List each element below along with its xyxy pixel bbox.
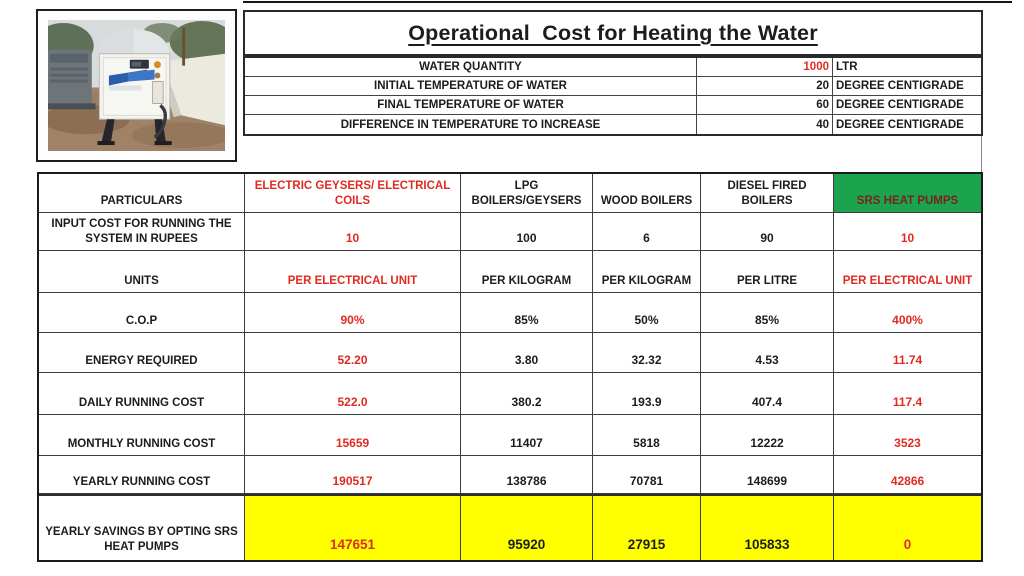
info-row-unit: DEGREE CENTIGRADE [836,118,964,131]
cell-input-cost-lpg: 100 [461,213,593,251]
row-label-cop: C.O.P [39,293,245,333]
cell-input-cost-srs: 10 [834,213,981,251]
grid-connector-line [981,136,982,172]
cell-cop-electric: 90% [245,293,461,333]
cell-monthly-electric: 15659 [245,415,461,456]
info-row-label: FINAL TEMPERATURE OF WATER [245,96,697,115]
row-label-yearly-savings: YEARLY SAVINGS BY OPTING SRS HEAT PUMPS [39,494,245,560]
info-row-unit: LTR [833,58,981,77]
cell-monthly-lpg: 11407 [461,415,593,456]
row-label-energy-required: ENERGY REQUIRED [39,333,245,373]
particulars-header: PARTICULARS [39,174,245,213]
cell-units-diesel: PER LITRE [701,251,834,293]
cell-units-lpg: PER KILOGRAM [461,251,593,293]
cell-input-cost-diesel: 90 [701,213,834,251]
page-title: Operational Cost for Heating the Water [408,20,818,45]
title-box [243,10,983,56]
cell-cop-lpg: 85% [461,293,593,333]
row-label-input-cost: INPUT COST FOR RUNNING THE SYSTEM IN RUPEES [39,213,245,251]
column-header-wood-boilers: WOOD BOILERS [593,174,701,213]
heat-pump-photo [36,9,237,162]
info-row-value: 40 [697,115,833,134]
cell-monthly-srs: 3523 [834,415,981,456]
info-row-value: 20 [697,77,833,96]
cell-monthly-wood: 5818 [593,415,701,456]
cell-cop-wood: 50% [593,293,701,333]
cell-yearly-electric: 190517 [245,456,461,494]
heat-pump-photo-image [48,20,225,151]
cell-yearly-diesel: 148699 [701,456,834,494]
info-row-value: 60 [697,96,833,115]
cell-energy-electric: 52.20 [245,333,461,373]
cell-units-srs: PER ELECTRICAL UNIT [834,251,981,293]
column-header-srs-heat-pumps: SRS HEAT PUMPS [834,174,981,213]
cell-input-cost-electric: 10 [245,213,461,251]
cell-savings-lpg: 95920 [461,494,593,560]
top-border-line [243,1,1012,3]
info-row-value: 1000 [697,58,833,77]
cost-comparison-table [37,172,983,562]
cell-yearly-srs: 42866 [834,456,981,494]
cell-energy-lpg: 3.80 [461,333,593,373]
row-label-daily-cost: DAILY RUNNING COST [39,373,245,415]
column-header-diesel-boilers: DIESEL FIRED BOILERS [701,174,834,213]
cell-yearly-lpg: 138786 [461,456,593,494]
column-header-electric-geysers: ELECTRIC GEYSERS/ ELECTRICAL COILS [245,174,461,213]
cell-units-electric: PER ELECTRICAL UNIT [245,251,461,293]
cell-savings-wood: 27915 [593,494,701,560]
water-info-table [243,56,983,136]
column-header-lpg-boilers: LPG BOILERS/GEYSERS [461,174,593,213]
row-label-yearly-cost: YEARLY RUNNING COST [39,456,245,494]
cell-savings-diesel: 105833 [701,494,834,560]
cell-monthly-diesel: 12222 [701,415,834,456]
info-row-unit: DEGREE CENTIGRADE [833,77,981,96]
cell-yearly-wood: 70781 [593,456,701,494]
cell-daily-srs: 117.4 [834,373,981,415]
row-label-monthly-cost: MONTHLY RUNNING COST [39,415,245,456]
cell-daily-diesel: 407.4 [701,373,834,415]
info-row-label: DIFFERENCE IN TEMPERATURE TO INCREASE [245,115,697,134]
info-row-label: WATER QUANTITY [245,58,697,77]
info-row-unit: DEGREE CENTIGRADE [833,96,981,115]
cell-cop-diesel: 85% [701,293,834,333]
cell-daily-lpg: 380.2 [461,373,593,415]
cell-input-cost-wood: 6 [593,213,701,251]
cell-daily-electric: 522.0 [245,373,461,415]
cell-daily-wood: 193.9 [593,373,701,415]
info-row-label: INITIAL TEMPERATURE OF WATER [245,77,697,96]
cell-units-wood: PER KILOGRAM [593,251,701,293]
row-label-units: UNITS [39,251,245,293]
cell-savings-electric: 147651 [245,494,461,560]
cell-energy-srs: 11.74 [834,333,981,373]
cell-energy-diesel: 4.53 [701,333,834,373]
cell-cop-srs: 400% [834,293,981,333]
cell-energy-wood: 32.32 [593,333,701,373]
cell-savings-srs: 0 [834,494,981,560]
